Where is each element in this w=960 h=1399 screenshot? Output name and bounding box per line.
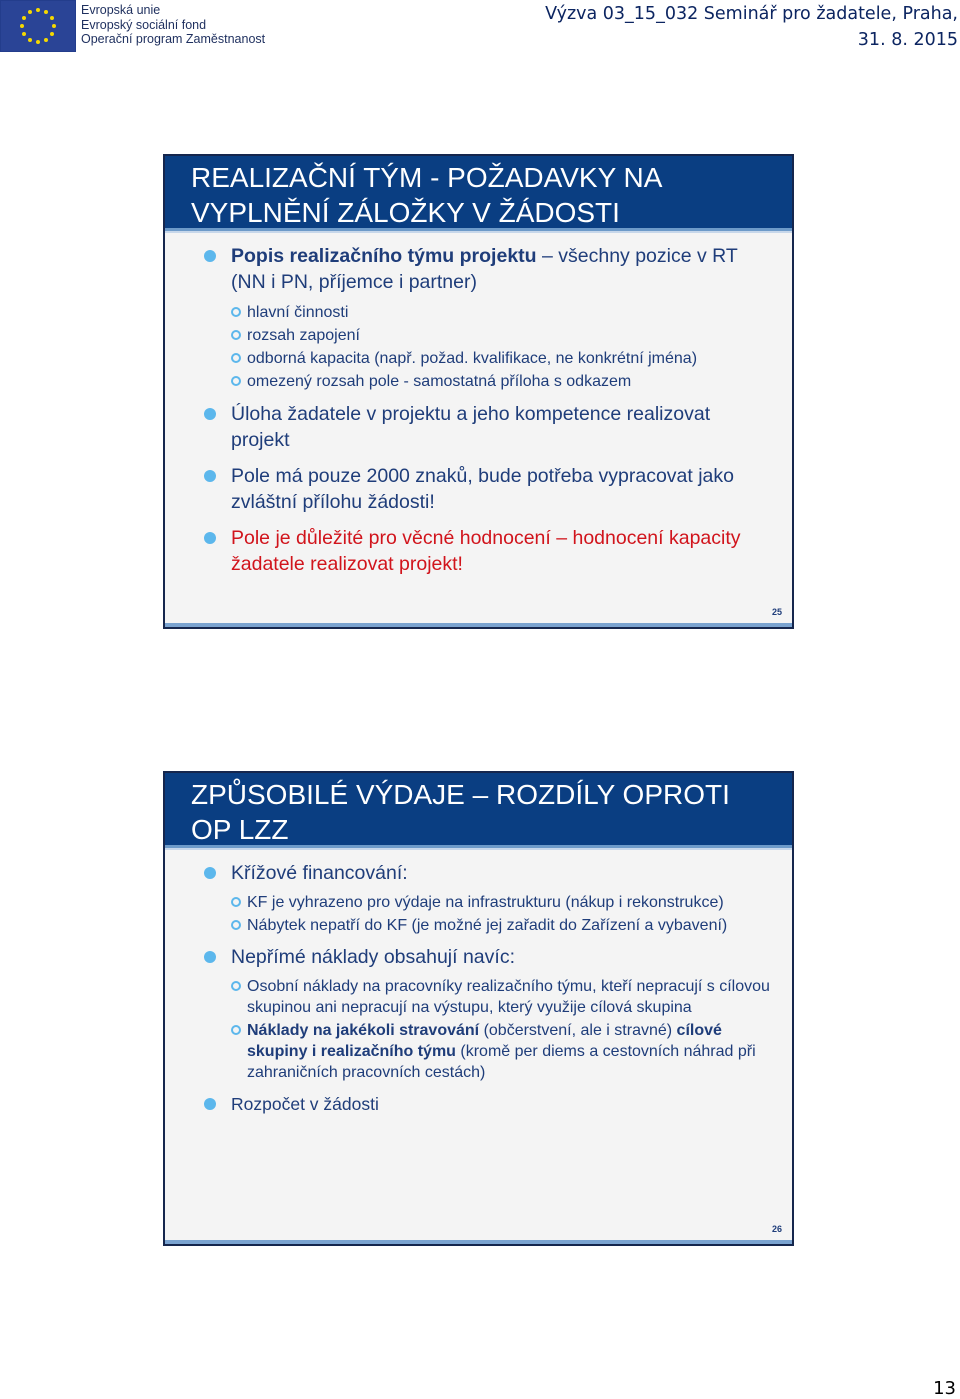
bullet-text: – všechny pozice v RT (NN i PN, příjemce i partner) bbox=[231, 245, 738, 293]
logo-text bbox=[81, 3, 265, 47]
logo-line-3: Operační program Zaměstnanost bbox=[81, 32, 266, 46]
sub-bullet-bold-text: cílové skupiny i realizačního týmu bbox=[247, 1022, 722, 1060]
slide-number: 25 bbox=[771, 607, 782, 617]
sub-bullet-item: Osobní náklady na pracovníky realizačního týmu, kteří nepracují s cílovou skupinou ani nepracují na výstupu, který využije cílová skupina bbox=[165, 976, 772, 1018]
slide-25 bbox=[163, 154, 794, 629]
bullet-item: Křížové financování: bbox=[165, 860, 772, 886]
document-title-line-1: Výzva 03_15_032 Seminář pro žadatele, Praha, bbox=[545, 4, 958, 24]
eu-stars-icon bbox=[1, 1, 75, 51]
slide-number: 26 bbox=[771, 1224, 782, 1234]
document-title bbox=[545, 1, 958, 53]
logo-line-2: Evropský sociální fond bbox=[81, 17, 207, 32]
bullet-item: Nepřímé náklady obsahují navíc: bbox=[165, 944, 772, 970]
document-title-line-2: 31. 8. 2015 bbox=[857, 30, 958, 50]
sub-bullet-bold-text: Náklady na jakékoli stravování bbox=[247, 1022, 480, 1039]
sub-bullet-text: (kromě per diems a cestovních náhrad při zahraničních pracovních cestách) bbox=[247, 1043, 756, 1081]
sub-bullet-text: (občerstvení, ale i stravné) bbox=[479, 1022, 677, 1039]
bullet-item bbox=[165, 243, 772, 295]
slide-title-line-1: REALIZAČNÍ TÝM - POŽADAVKY NA bbox=[191, 162, 663, 193]
slide-title-line-1: ZPŮSOBILÉ VÝDAJE – ROZDÍLY OPROTI bbox=[191, 779, 730, 810]
page-number: 13 bbox=[933, 1378, 956, 1399]
slide-title-line-2: VYPLNĚNÍ ZÁLOŽKY V ŽÁDOSTI bbox=[191, 197, 620, 228]
sub-bullet-item bbox=[165, 1020, 772, 1083]
sub-bullet-item: Nábytek nepatří do KF (je možné jej zařadit do Zařízení a vybavení) bbox=[165, 915, 772, 936]
bullet-item: Rozpočet v žádosti bbox=[165, 1091, 772, 1117]
slide-26 bbox=[163, 771, 794, 1246]
logo-line-1: Evropská unie bbox=[81, 3, 161, 17]
slide-bottom-rule bbox=[165, 623, 792, 627]
sub-bullet-item: KF je vyhrazeno pro výdaje na infrastrukturu (nákup i rekonstrukce) bbox=[165, 892, 772, 913]
sub-bullet-item: rozsah zapojení bbox=[165, 325, 772, 346]
slide-title bbox=[165, 773, 792, 845]
slide-body bbox=[165, 233, 792, 577]
bullet-bold-text: Popis realizačního týmu projektu bbox=[231, 245, 537, 267]
eu-flag-logo bbox=[0, 0, 76, 52]
sub-bullet-item: odborná kapacita (např. požad. kvalifikace, ne konkrétní jména) bbox=[165, 348, 772, 369]
slide-body bbox=[165, 850, 792, 1117]
slide-title-line-2: OP LZZ bbox=[191, 814, 289, 845]
bullet-item-highlight: Pole je důležité pro věcné hodnocení – hodnocení kapacity žadatele realizovat projekt! bbox=[165, 525, 772, 577]
slide-bottom-rule bbox=[165, 1240, 792, 1244]
bullet-item: Pole má pouze 2000 znaků, bude potřeba vypracovat jako zvláštní přílohu žádosti! bbox=[165, 463, 772, 515]
slide-title bbox=[165, 156, 792, 228]
sub-bullet-item: omezený rozsah pole - samostatná příloha s odkazem bbox=[165, 371, 772, 392]
bullet-item: Úloha žadatele v projektu a jeho kompetence realizovat projekt bbox=[165, 401, 772, 453]
sub-bullet-item: hlavní činnosti bbox=[165, 302, 772, 323]
